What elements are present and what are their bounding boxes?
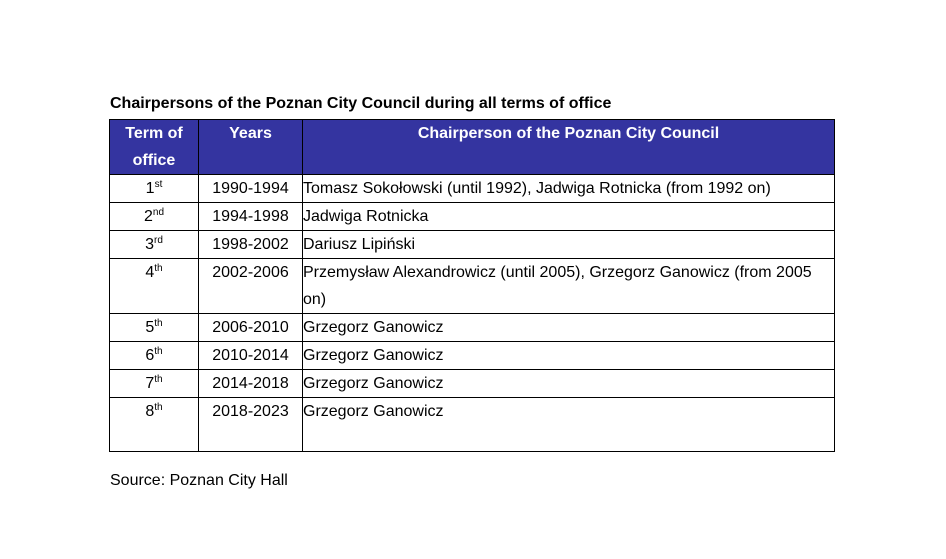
header-term-of-office: Term of office: [110, 120, 199, 175]
chairperson-cell: Tomasz Sokołowski (until 1992), Jadwiga Rotnicka (from 1992 on): [303, 175, 835, 203]
chairperson-cell: Grzegorz Ganowicz: [303, 370, 835, 398]
table-header-row: [110, 120, 835, 175]
chairperson-cell: Grzegorz Ganowicz: [303, 398, 835, 452]
years-cell: 2010-2014: [199, 342, 303, 370]
table-row: [110, 231, 835, 259]
table-row: [110, 314, 835, 342]
years-cell: 2018-2023: [199, 398, 303, 452]
term-cell: 8th: [110, 398, 199, 452]
years-cell: 2014-2018: [199, 370, 303, 398]
years-cell: 1994-1998: [199, 203, 303, 231]
term-cell: 6th: [110, 342, 199, 370]
table-row: [110, 175, 835, 203]
chairperson-cell: Grzegorz Ganowicz: [303, 314, 835, 342]
chairpersons-table: [109, 119, 835, 452]
header-years: Years: [199, 120, 303, 175]
term-cell: 7th: [110, 370, 199, 398]
term-cell: 5th: [110, 314, 199, 342]
years-cell: 2006-2010: [199, 314, 303, 342]
years-cell: 1998-2002: [199, 231, 303, 259]
term-cell: 1st: [110, 175, 199, 203]
term-cell: 2nd: [110, 203, 199, 231]
years-cell: 2002-2006: [199, 259, 303, 314]
chairperson-cell: Grzegorz Ganowicz: [303, 342, 835, 370]
table-row: [110, 398, 835, 452]
source-note: Source: Poznan City Hall: [110, 472, 288, 489]
table-row: [110, 370, 835, 398]
header-chairperson: Chairperson of the Poznan City Council: [303, 120, 835, 175]
chairperson-cell: Dariusz Lipiński: [303, 231, 835, 259]
table-row: [110, 259, 835, 314]
term-cell: 4th: [110, 259, 199, 314]
chairperson-cell: Jadwiga Rotnicka: [303, 203, 835, 231]
table-row: [110, 342, 835, 370]
years-cell: 1990-1994: [199, 175, 303, 203]
term-cell: 3rd: [110, 231, 199, 259]
table-caption: Chairpersons of the Poznan City Council during all terms of office: [110, 95, 612, 112]
table-row: [110, 203, 835, 231]
chairperson-cell: Przemysław Alexandrowicz (until 2005), Grzegorz Ganowicz (from 2005 on): [303, 259, 835, 314]
